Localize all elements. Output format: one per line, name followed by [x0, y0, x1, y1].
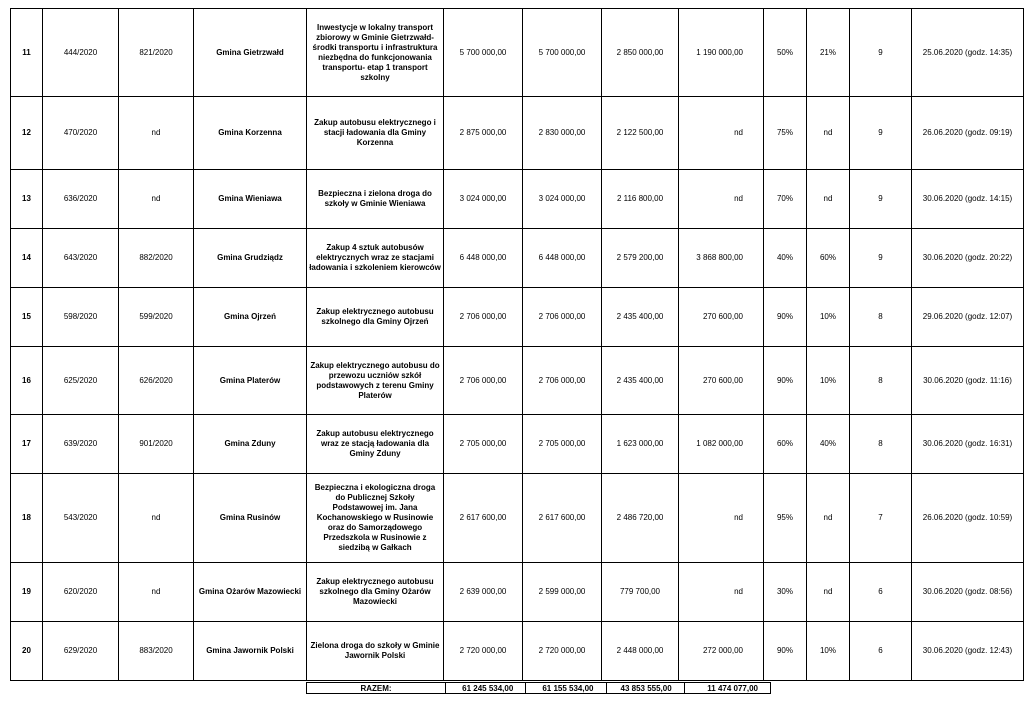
- total-label: RAZEM:: [307, 683, 446, 694]
- row-number: 13: [11, 170, 43, 229]
- project-title: Zakup autobusu elektrycznego wraz ze stacją ładowania dla Gminy Zduny: [307, 415, 444, 474]
- planned-cost: 5 700 000,00: [444, 9, 523, 97]
- second-application-number: nd: [119, 474, 194, 563]
- second-application-number: 901/2020: [119, 415, 194, 474]
- table-row: [11, 622, 1024, 681]
- second-application-number: nd: [119, 563, 194, 622]
- planned-cost: 2 706 000,00: [444, 347, 523, 415]
- row-number: 12: [11, 97, 43, 170]
- second-application-number: nd: [119, 97, 194, 170]
- submission-date: 30.06.2020 (godz. 08:56): [912, 563, 1024, 622]
- table-row: [11, 288, 1024, 347]
- total-subsidy: 43 853 555,00: [606, 683, 684, 694]
- second-application-number: 599/2020: [119, 288, 194, 347]
- total-planned-cost: 61 245 534,00: [446, 683, 526, 694]
- subsidy-amount: 2 850 000,00: [602, 9, 679, 97]
- planned-cost: 6 448 000,00: [444, 229, 523, 288]
- application-number: 643/2020: [43, 229, 119, 288]
- table-row: [11, 415, 1024, 474]
- loan-amount: 1 082 000,00: [679, 415, 764, 474]
- project-title: Bezpieczna i zielona droga do szkoły w Gminie Wieniawa: [307, 170, 444, 229]
- loan-percent: nd: [807, 170, 850, 229]
- eligible-cost: 2 706 000,00: [523, 347, 602, 415]
- application-number: 470/2020: [43, 97, 119, 170]
- project-title: Inwestycje w lokalny transport zbiorowy w Gminie Gietrzwałd- środki transportu i infrastruktura niezbędna do funkcjonowania transportu- etap 1 transport szkolny: [307, 9, 444, 97]
- planned-cost: 2 875 000,00: [444, 97, 523, 170]
- row-number: 19: [11, 563, 43, 622]
- loan-amount: 3 868 800,00: [679, 229, 764, 288]
- loan-percent: nd: [807, 474, 850, 563]
- total-eligible-cost: 61 155 534,00: [526, 683, 606, 694]
- table-row: [11, 347, 1024, 415]
- submission-date: 30.06.2020 (godz. 12:43): [912, 622, 1024, 681]
- loan-percent: 60%: [807, 229, 850, 288]
- subsidy-percent: 40%: [764, 229, 807, 288]
- points: 6: [850, 622, 912, 681]
- municipality-name: Gmina Wieniawa: [194, 170, 307, 229]
- table-row: [11, 97, 1024, 170]
- planned-cost: 2 706 000,00: [444, 288, 523, 347]
- subsidy-amount: 2 579 200,00: [602, 229, 679, 288]
- subsidy-percent: 75%: [764, 97, 807, 170]
- points: 6: [850, 563, 912, 622]
- planned-cost: 2 705 000,00: [444, 415, 523, 474]
- submission-date: 30.06.2020 (godz. 16:31): [912, 415, 1024, 474]
- subsidy-amount: 2 122 500,00: [602, 97, 679, 170]
- subsidy-amount: 1 623 000,00: [602, 415, 679, 474]
- subsidy-percent: 70%: [764, 170, 807, 229]
- submission-date: 30.06.2020 (godz. 14:15): [912, 170, 1024, 229]
- subsidy-amount: 779 700,00: [602, 563, 679, 622]
- loan-amount: 1 190 000,00: [679, 9, 764, 97]
- row-number: 16: [11, 347, 43, 415]
- total-row: [306, 682, 771, 694]
- loan-amount: nd: [679, 97, 764, 170]
- points: 9: [850, 229, 912, 288]
- subsidy-amount: 2 435 400,00: [602, 288, 679, 347]
- municipality-name: Gmina Korzenna: [194, 97, 307, 170]
- planned-cost: 3 024 000,00: [444, 170, 523, 229]
- municipality-name: Gmina Ojrzeń: [194, 288, 307, 347]
- loan-amount: nd: [679, 170, 764, 229]
- subsidy-percent: 90%: [764, 288, 807, 347]
- submission-date: 30.06.2020 (godz. 20:22): [912, 229, 1024, 288]
- loan-amount: 270 600,00: [679, 347, 764, 415]
- points: 9: [850, 170, 912, 229]
- subsidy-percent: 90%: [764, 347, 807, 415]
- submission-date: 26.06.2020 (godz. 09:19): [912, 97, 1024, 170]
- row-number: 15: [11, 288, 43, 347]
- table-row: [11, 563, 1024, 622]
- subsidy-amount: 2 435 400,00: [602, 347, 679, 415]
- application-number: 639/2020: [43, 415, 119, 474]
- loan-percent: 10%: [807, 347, 850, 415]
- table-row: [11, 474, 1024, 563]
- planned-cost: 2 720 000,00: [444, 622, 523, 681]
- loan-percent: 10%: [807, 622, 850, 681]
- eligible-cost: 2 617 600,00: [523, 474, 602, 563]
- loan-amount: 272 000,00: [679, 622, 764, 681]
- second-application-number: 626/2020: [119, 347, 194, 415]
- second-application-number: 883/2020: [119, 622, 194, 681]
- submission-date: 25.06.2020 (godz. 14:35): [912, 9, 1024, 97]
- subsidy-percent: 60%: [764, 415, 807, 474]
- second-application-number: 821/2020: [119, 9, 194, 97]
- loan-percent: 40%: [807, 415, 850, 474]
- table-row: [11, 170, 1024, 229]
- points: 8: [850, 347, 912, 415]
- points: 8: [850, 288, 912, 347]
- row-number: 11: [11, 9, 43, 97]
- second-application-number: nd: [119, 170, 194, 229]
- submission-date: 30.06.2020 (godz. 11:16): [912, 347, 1024, 415]
- submission-date: 26.06.2020 (godz. 10:59): [912, 474, 1024, 563]
- loan-percent: nd: [807, 97, 850, 170]
- project-title: Zielona droga do szkoły w Gminie Jawornik Polski: [307, 622, 444, 681]
- subsidy-amount: 2 116 800,00: [602, 170, 679, 229]
- points: 8: [850, 415, 912, 474]
- row-number: 20: [11, 622, 43, 681]
- table-row: [11, 229, 1024, 288]
- municipality-name: Gmina Gietrzwałd: [194, 9, 307, 97]
- second-application-number: 882/2020: [119, 229, 194, 288]
- eligible-cost: 2 830 000,00: [523, 97, 602, 170]
- municipality-name: Gmina Grudziądz: [194, 229, 307, 288]
- submission-date: 29.06.2020 (godz. 12:07): [912, 288, 1024, 347]
- eligible-cost: 3 024 000,00: [523, 170, 602, 229]
- loan-percent: 10%: [807, 288, 850, 347]
- municipality-name: Gmina Platerów: [194, 347, 307, 415]
- loan-percent: 21%: [807, 9, 850, 97]
- points: 9: [850, 97, 912, 170]
- application-number: 444/2020: [43, 9, 119, 97]
- application-number: 625/2020: [43, 347, 119, 415]
- municipality-name: Gmina Ożarów Mazowiecki: [194, 563, 307, 622]
- loan-amount: 270 600,00: [679, 288, 764, 347]
- project-title: Zakup autobusu elektrycznego i stacji ładowania dla Gminy Korzenna: [307, 97, 444, 170]
- eligible-cost: 2 720 000,00: [523, 622, 602, 681]
- planned-cost: 2 617 600,00: [444, 474, 523, 563]
- subsidy-amount: 2 448 000,00: [602, 622, 679, 681]
- points: 7: [850, 474, 912, 563]
- planned-cost: 2 639 000,00: [444, 563, 523, 622]
- table-body: [11, 9, 1024, 681]
- table-row: [11, 9, 1024, 97]
- total-loan: 11 474 077,00: [684, 683, 770, 694]
- subsidy-amount: 2 486 720,00: [602, 474, 679, 563]
- application-number: 636/2020: [43, 170, 119, 229]
- project-title: Zakup elektrycznego autobusu do przewozu uczniów szkół podstawowych z terenu Gminy Platerów: [307, 347, 444, 415]
- loan-percent: nd: [807, 563, 850, 622]
- application-number: 598/2020: [43, 288, 119, 347]
- municipality-name: Gmina Jawornik Polski: [194, 622, 307, 681]
- points: 9: [850, 9, 912, 97]
- application-number: 620/2020: [43, 563, 119, 622]
- eligible-cost: 6 448 000,00: [523, 229, 602, 288]
- row-number: 17: [11, 415, 43, 474]
- loan-amount: nd: [679, 474, 764, 563]
- row-number: 18: [11, 474, 43, 563]
- eligible-cost: 2 706 000,00: [523, 288, 602, 347]
- subsidy-percent: 90%: [764, 622, 807, 681]
- application-number: 543/2020: [43, 474, 119, 563]
- project-title: Zakup elektrycznego autobusu szkolnego dla Gminy Ojrzeń: [307, 288, 444, 347]
- row-number: 14: [11, 229, 43, 288]
- eligible-cost: 2 705 000,00: [523, 415, 602, 474]
- project-title: Zakup elektrycznego autobusu szkolnego dla Gminy Ożarów Mazowiecki: [307, 563, 444, 622]
- subsidy-percent: 30%: [764, 563, 807, 622]
- ranking-table: [10, 8, 1024, 681]
- project-title: Bezpieczna i ekologiczna droga do Publicznej Szkoły Podstawowej im. Jana Kochanowskiego w Rusinowie oraz do Samorządowego Przedszkola w Rusinowie z siedzibą w Gałkach: [307, 474, 444, 563]
- eligible-cost: 2 599 000,00: [523, 563, 602, 622]
- application-number: 629/2020: [43, 622, 119, 681]
- municipality-name: Gmina Zduny: [194, 415, 307, 474]
- project-title: Zakup 4 sztuk autobusów elektrycznych wraz ze stacjami ładowania i szkoleniem kierowców: [307, 229, 444, 288]
- subsidy-percent: 95%: [764, 474, 807, 563]
- municipality-name: Gmina Rusinów: [194, 474, 307, 563]
- subsidy-percent: 50%: [764, 9, 807, 97]
- eligible-cost: 5 700 000,00: [523, 9, 602, 97]
- loan-amount: nd: [679, 563, 764, 622]
